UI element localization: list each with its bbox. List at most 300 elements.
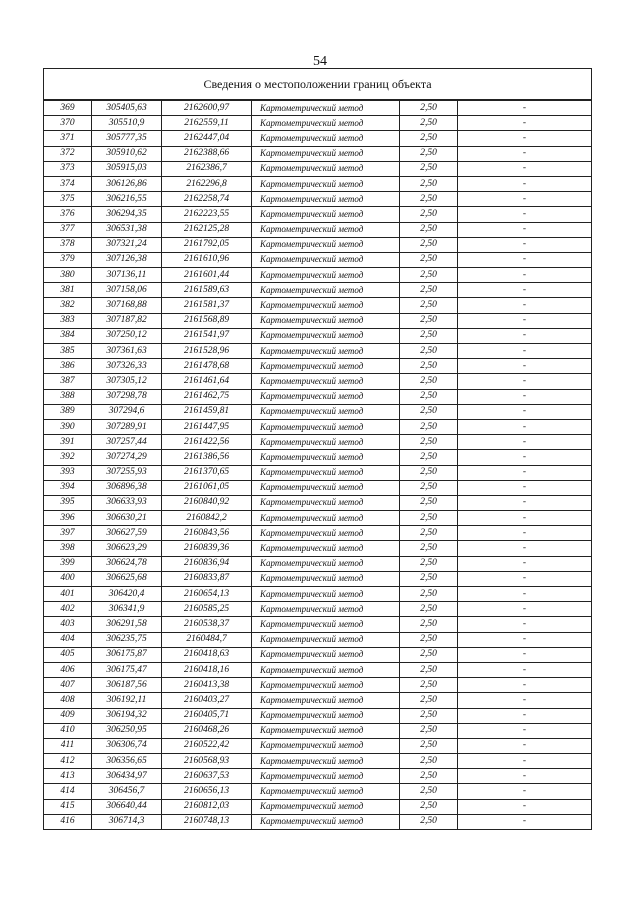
- description-cell: -: [458, 359, 592, 374]
- method-cell: Картометрический метод: [252, 435, 400, 450]
- x-coordinate-cell: 305915,03: [92, 161, 162, 176]
- y-coordinate-cell: 2160654,13: [162, 587, 252, 602]
- x-coordinate-cell: 307255,93: [92, 465, 162, 480]
- accuracy-cell: 2,50: [400, 435, 458, 450]
- accuracy-cell: 2,50: [400, 389, 458, 404]
- method-cell: Картометрический метод: [252, 283, 400, 298]
- description-cell: -: [458, 511, 592, 526]
- table-row: [44, 526, 592, 541]
- point-number-cell: 383: [44, 313, 92, 328]
- description-cell: -: [458, 283, 592, 298]
- y-coordinate-cell: 2162600,97: [162, 100, 252, 116]
- table-row: [44, 313, 592, 328]
- description-cell: -: [458, 313, 592, 328]
- accuracy-cell: 2,50: [400, 222, 458, 237]
- table-row: [44, 116, 592, 131]
- method-cell: Картометрический метод: [252, 495, 400, 510]
- method-cell: Картометрический метод: [252, 723, 400, 738]
- table-row: [44, 419, 592, 434]
- x-coordinate-cell: 306250,95: [92, 723, 162, 738]
- accuracy-cell: 2,50: [400, 161, 458, 176]
- description-cell: -: [458, 404, 592, 419]
- table-row: [44, 632, 592, 647]
- accuracy-cell: 2,50: [400, 511, 458, 526]
- method-cell: Картометрический метод: [252, 632, 400, 647]
- y-coordinate-cell: 2161792,05: [162, 237, 252, 252]
- accuracy-cell: 2,50: [400, 192, 458, 207]
- accuracy-cell: 2,50: [400, 754, 458, 769]
- accuracy-cell: 2,50: [400, 465, 458, 480]
- point-number-cell: 403: [44, 617, 92, 632]
- x-coordinate-cell: 307361,63: [92, 344, 162, 359]
- y-coordinate-cell: 2161061,05: [162, 480, 252, 495]
- description-cell: -: [458, 693, 592, 708]
- x-coordinate-cell: 307305,12: [92, 374, 162, 389]
- point-number-cell: 384: [44, 328, 92, 343]
- method-cell: Картометрический метод: [252, 678, 400, 693]
- point-number-cell: 401: [44, 587, 92, 602]
- point-number-cell: 382: [44, 298, 92, 313]
- accuracy-cell: 2,50: [400, 587, 458, 602]
- x-coordinate-cell: 306640,44: [92, 799, 162, 814]
- method-cell: Картометрический метод: [252, 617, 400, 632]
- y-coordinate-cell: 2160637,53: [162, 769, 252, 784]
- description-cell: -: [458, 252, 592, 267]
- y-coordinate-cell: 2162125,28: [162, 222, 252, 237]
- accuracy-cell: 2,50: [400, 526, 458, 541]
- point-number-cell: 393: [44, 465, 92, 480]
- y-coordinate-cell: 2161459,81: [162, 404, 252, 419]
- description-cell: -: [458, 465, 592, 480]
- y-coordinate-cell: 2161461,64: [162, 374, 252, 389]
- y-coordinate-cell: 2160403,27: [162, 693, 252, 708]
- point-number-cell: 392: [44, 450, 92, 465]
- table-row: [44, 571, 592, 586]
- description-cell: -: [458, 754, 592, 769]
- method-cell: Картометрический метод: [252, 192, 400, 207]
- point-number-cell: 416: [44, 814, 92, 829]
- accuracy-cell: 2,50: [400, 662, 458, 677]
- accuracy-cell: 2,50: [400, 419, 458, 434]
- method-cell: Картометрический метод: [252, 146, 400, 161]
- description-cell: -: [458, 344, 592, 359]
- accuracy-cell: 2,50: [400, 344, 458, 359]
- method-cell: Картометрический метод: [252, 662, 400, 677]
- y-coordinate-cell: 2162258,74: [162, 192, 252, 207]
- x-coordinate-cell: 305910,62: [92, 146, 162, 161]
- description-cell: -: [458, 192, 592, 207]
- x-coordinate-cell: 306420,4: [92, 587, 162, 602]
- point-number-cell: 408: [44, 693, 92, 708]
- point-number-cell: 407: [44, 678, 92, 693]
- x-coordinate-cell: 306235,75: [92, 632, 162, 647]
- description-cell: -: [458, 723, 592, 738]
- point-number-cell: 376: [44, 207, 92, 222]
- description-cell: -: [458, 176, 592, 191]
- accuracy-cell: 2,50: [400, 784, 458, 799]
- accuracy-cell: 2,50: [400, 268, 458, 283]
- x-coordinate-cell: 306291,58: [92, 617, 162, 632]
- point-number-cell: 380: [44, 268, 92, 283]
- y-coordinate-cell: 2160522,42: [162, 738, 252, 753]
- description-cell: -: [458, 116, 592, 131]
- point-number-cell: 379: [44, 252, 92, 267]
- table-row: [44, 647, 592, 662]
- boundary-coordinates-table: [43, 68, 592, 830]
- description-cell: -: [458, 738, 592, 753]
- x-coordinate-cell: 306294,35: [92, 207, 162, 222]
- description-cell: -: [458, 419, 592, 434]
- point-number-cell: 377: [44, 222, 92, 237]
- y-coordinate-cell: 2161589,63: [162, 283, 252, 298]
- method-cell: Картометрический метод: [252, 571, 400, 586]
- method-cell: Картометрический метод: [252, 176, 400, 191]
- description-cell: -: [458, 146, 592, 161]
- point-number-cell: 391: [44, 435, 92, 450]
- accuracy-cell: 2,50: [400, 146, 458, 161]
- x-coordinate-cell: 305405,63: [92, 100, 162, 116]
- x-coordinate-cell: 306216,55: [92, 192, 162, 207]
- point-number-cell: 381: [44, 283, 92, 298]
- y-coordinate-cell: 2161370,65: [162, 465, 252, 480]
- method-cell: Картометрический метод: [252, 799, 400, 814]
- table-title: Сведения о местоположении границ объекта: [44, 69, 592, 101]
- accuracy-cell: 2,50: [400, 450, 458, 465]
- method-cell: Картометрический метод: [252, 116, 400, 131]
- table-row: [44, 480, 592, 495]
- description-cell: -: [458, 268, 592, 283]
- x-coordinate-cell: 306625,68: [92, 571, 162, 586]
- method-cell: Картометрический метод: [252, 313, 400, 328]
- y-coordinate-cell: 2161601,44: [162, 268, 252, 283]
- accuracy-cell: 2,50: [400, 237, 458, 252]
- description-cell: -: [458, 495, 592, 510]
- description-cell: -: [458, 602, 592, 617]
- point-number-cell: 411: [44, 738, 92, 753]
- x-coordinate-cell: 307274,29: [92, 450, 162, 465]
- method-cell: Картометрический метод: [252, 222, 400, 237]
- y-coordinate-cell: 2161610,96: [162, 252, 252, 267]
- description-cell: -: [458, 571, 592, 586]
- method-cell: Картометрический метод: [252, 268, 400, 283]
- y-coordinate-cell: 2160833,87: [162, 571, 252, 586]
- y-coordinate-cell: 2160418,16: [162, 662, 252, 677]
- table-row: [44, 602, 592, 617]
- accuracy-cell: 2,50: [400, 571, 458, 586]
- table-row: [44, 784, 592, 799]
- y-coordinate-cell: 2160842,2: [162, 511, 252, 526]
- point-number-cell: 387: [44, 374, 92, 389]
- method-cell: Картометрический метод: [252, 769, 400, 784]
- y-coordinate-cell: 2160836,94: [162, 556, 252, 571]
- method-cell: Картометрический метод: [252, 298, 400, 313]
- table-row: [44, 359, 592, 374]
- accuracy-cell: 2,50: [400, 541, 458, 556]
- accuracy-cell: 2,50: [400, 100, 458, 116]
- y-coordinate-cell: 2161581,37: [162, 298, 252, 313]
- method-cell: Картометрический метод: [252, 344, 400, 359]
- method-cell: Картометрический метод: [252, 738, 400, 753]
- description-cell: -: [458, 131, 592, 146]
- table-row: [44, 207, 592, 222]
- point-number-cell: 395: [44, 495, 92, 510]
- y-coordinate-cell: 2160468,26: [162, 723, 252, 738]
- y-coordinate-cell: 2161568,89: [162, 313, 252, 328]
- y-coordinate-cell: 2161462,75: [162, 389, 252, 404]
- point-number-cell: 389: [44, 404, 92, 419]
- table-row: [44, 465, 592, 480]
- point-number-cell: 373: [44, 161, 92, 176]
- method-cell: Картометрический метод: [252, 389, 400, 404]
- accuracy-cell: 2,50: [400, 723, 458, 738]
- table-row: [44, 100, 592, 116]
- method-cell: Картометрический метод: [252, 541, 400, 556]
- x-coordinate-cell: 306896,38: [92, 480, 162, 495]
- description-cell: -: [458, 435, 592, 450]
- table-row: [44, 283, 592, 298]
- method-cell: Картометрический метод: [252, 450, 400, 465]
- point-number-cell: 405: [44, 647, 92, 662]
- accuracy-cell: 2,50: [400, 480, 458, 495]
- method-cell: Картометрический метод: [252, 161, 400, 176]
- description-cell: -: [458, 161, 592, 176]
- method-cell: Картометрический метод: [252, 693, 400, 708]
- point-number-cell: 372: [44, 146, 92, 161]
- description-cell: -: [458, 662, 592, 677]
- point-number-cell: 400: [44, 571, 92, 586]
- accuracy-cell: 2,50: [400, 814, 458, 829]
- table-row: [44, 556, 592, 571]
- accuracy-cell: 2,50: [400, 359, 458, 374]
- description-cell: -: [458, 814, 592, 829]
- point-number-cell: 397: [44, 526, 92, 541]
- point-number-cell: 398: [44, 541, 92, 556]
- description-cell: -: [458, 632, 592, 647]
- point-number-cell: 404: [44, 632, 92, 647]
- y-coordinate-cell: 2160418,63: [162, 647, 252, 662]
- description-cell: -: [458, 647, 592, 662]
- x-coordinate-cell: 306175,47: [92, 662, 162, 677]
- x-coordinate-cell: 305777,35: [92, 131, 162, 146]
- table-row: [44, 693, 592, 708]
- table-row: [44, 146, 592, 161]
- description-cell: -: [458, 100, 592, 116]
- accuracy-cell: 2,50: [400, 647, 458, 662]
- method-cell: Картометрический метод: [252, 480, 400, 495]
- description-cell: -: [458, 480, 592, 495]
- table-row: [44, 738, 592, 753]
- method-cell: Картометрический метод: [252, 100, 400, 116]
- y-coordinate-cell: 2161528,96: [162, 344, 252, 359]
- y-coordinate-cell: 2160413,38: [162, 678, 252, 693]
- accuracy-cell: 2,50: [400, 176, 458, 191]
- point-number-cell: 375: [44, 192, 92, 207]
- point-number-cell: 369: [44, 100, 92, 116]
- accuracy-cell: 2,50: [400, 708, 458, 723]
- accuracy-cell: 2,50: [400, 252, 458, 267]
- x-coordinate-cell: 306175,87: [92, 647, 162, 662]
- point-number-cell: 409: [44, 708, 92, 723]
- point-number-cell: 402: [44, 602, 92, 617]
- point-number-cell: 396: [44, 511, 92, 526]
- y-coordinate-cell: 2161422,56: [162, 435, 252, 450]
- x-coordinate-cell: 306187,56: [92, 678, 162, 693]
- accuracy-cell: 2,50: [400, 328, 458, 343]
- table-row: [44, 237, 592, 252]
- x-coordinate-cell: 306627,59: [92, 526, 162, 541]
- table-row: [44, 131, 592, 146]
- method-cell: Картометрический метод: [252, 526, 400, 541]
- x-coordinate-cell: 307289,91: [92, 419, 162, 434]
- x-coordinate-cell: 306456,7: [92, 784, 162, 799]
- point-number-cell: 415: [44, 799, 92, 814]
- accuracy-cell: 2,50: [400, 116, 458, 131]
- description-cell: -: [458, 769, 592, 784]
- table-row: [44, 252, 592, 267]
- accuracy-cell: 2,50: [400, 678, 458, 693]
- point-number-cell: 378: [44, 237, 92, 252]
- table-row: [44, 617, 592, 632]
- x-coordinate-cell: 306531,38: [92, 222, 162, 237]
- description-cell: -: [458, 374, 592, 389]
- x-coordinate-cell: 306434,97: [92, 769, 162, 784]
- y-coordinate-cell: 2160538,37: [162, 617, 252, 632]
- accuracy-cell: 2,50: [400, 799, 458, 814]
- accuracy-cell: 2,50: [400, 738, 458, 753]
- description-cell: -: [458, 237, 592, 252]
- x-coordinate-cell: 307250,12: [92, 328, 162, 343]
- point-number-cell: 394: [44, 480, 92, 495]
- method-cell: Картометрический метод: [252, 754, 400, 769]
- y-coordinate-cell: 2160484,7: [162, 632, 252, 647]
- method-cell: Картометрический метод: [252, 131, 400, 146]
- accuracy-cell: 2,50: [400, 404, 458, 419]
- x-coordinate-cell: 307321,24: [92, 237, 162, 252]
- accuracy-cell: 2,50: [400, 313, 458, 328]
- description-cell: -: [458, 541, 592, 556]
- y-coordinate-cell: 2161541,97: [162, 328, 252, 343]
- point-number-cell: 374: [44, 176, 92, 191]
- point-number-cell: 399: [44, 556, 92, 571]
- y-coordinate-cell: 2160748,13: [162, 814, 252, 829]
- x-coordinate-cell: 306714,3: [92, 814, 162, 829]
- method-cell: Картометрический метод: [252, 374, 400, 389]
- page-number: 54: [313, 54, 327, 69]
- point-number-cell: 414: [44, 784, 92, 799]
- method-cell: Картометрический метод: [252, 814, 400, 829]
- accuracy-cell: 2,50: [400, 207, 458, 222]
- point-number-cell: 370: [44, 116, 92, 131]
- x-coordinate-cell: 306356,65: [92, 754, 162, 769]
- point-number-cell: 385: [44, 344, 92, 359]
- method-cell: Картометрический метод: [252, 237, 400, 252]
- table-row: [44, 344, 592, 359]
- method-cell: Картометрический метод: [252, 587, 400, 602]
- table-row: [44, 511, 592, 526]
- method-cell: Картометрический метод: [252, 647, 400, 662]
- table-row: [44, 587, 592, 602]
- x-coordinate-cell: 307294,6: [92, 404, 162, 419]
- method-cell: Картометрический метод: [252, 556, 400, 571]
- table-row: [44, 495, 592, 510]
- point-number-cell: 410: [44, 723, 92, 738]
- table-row: [44, 268, 592, 283]
- y-coordinate-cell: 2161447,95: [162, 419, 252, 434]
- y-coordinate-cell: 2160843,56: [162, 526, 252, 541]
- table-row: [44, 541, 592, 556]
- table-row: [44, 298, 592, 313]
- y-coordinate-cell: 2162223,55: [162, 207, 252, 222]
- y-coordinate-cell: 2161386,56: [162, 450, 252, 465]
- x-coordinate-cell: 306192,11: [92, 693, 162, 708]
- description-cell: -: [458, 526, 592, 541]
- method-cell: Картометрический метод: [252, 252, 400, 267]
- x-coordinate-cell: 307187,82: [92, 313, 162, 328]
- y-coordinate-cell: 2162296,8: [162, 176, 252, 191]
- point-number-cell: 406: [44, 662, 92, 677]
- y-coordinate-cell: 2160839,36: [162, 541, 252, 556]
- accuracy-cell: 2,50: [400, 693, 458, 708]
- description-cell: -: [458, 617, 592, 632]
- point-number-cell: 371: [44, 131, 92, 146]
- table-row: [44, 769, 592, 784]
- x-coordinate-cell: 307257,44: [92, 435, 162, 450]
- y-coordinate-cell: 2162388,66: [162, 146, 252, 161]
- method-cell: Картометрический метод: [252, 465, 400, 480]
- description-cell: -: [458, 222, 592, 237]
- accuracy-cell: 2,50: [400, 556, 458, 571]
- method-cell: Картометрический метод: [252, 602, 400, 617]
- y-coordinate-cell: 2160656,13: [162, 784, 252, 799]
- description-cell: -: [458, 450, 592, 465]
- method-cell: Картометрический метод: [252, 419, 400, 434]
- table-row: [44, 374, 592, 389]
- x-coordinate-cell: 307168,88: [92, 298, 162, 313]
- table-row: [44, 192, 592, 207]
- description-cell: -: [458, 389, 592, 404]
- x-coordinate-cell: 305510,9: [92, 116, 162, 131]
- table-row: [44, 814, 592, 829]
- table-row: [44, 222, 592, 237]
- x-coordinate-cell: 306306,74: [92, 738, 162, 753]
- accuracy-cell: 2,50: [400, 298, 458, 313]
- table-row: [44, 450, 592, 465]
- x-coordinate-cell: 307136,11: [92, 268, 162, 283]
- description-cell: -: [458, 587, 592, 602]
- x-coordinate-cell: 306194,32: [92, 708, 162, 723]
- description-cell: -: [458, 328, 592, 343]
- accuracy-cell: 2,50: [400, 769, 458, 784]
- x-coordinate-cell: 306341,9: [92, 602, 162, 617]
- accuracy-cell: 2,50: [400, 632, 458, 647]
- accuracy-cell: 2,50: [400, 617, 458, 632]
- y-coordinate-cell: 2160568,93: [162, 754, 252, 769]
- x-coordinate-cell: 306623,29: [92, 541, 162, 556]
- accuracy-cell: 2,50: [400, 602, 458, 617]
- table-title-row: [44, 69, 592, 101]
- table-body: [44, 69, 592, 830]
- table-row: [44, 161, 592, 176]
- table-row: [44, 435, 592, 450]
- table-row: [44, 662, 592, 677]
- point-number-cell: 390: [44, 419, 92, 434]
- description-cell: -: [458, 207, 592, 222]
- y-coordinate-cell: 2160405,71: [162, 708, 252, 723]
- point-number-cell: 413: [44, 769, 92, 784]
- x-coordinate-cell: 306630,21: [92, 511, 162, 526]
- y-coordinate-cell: 2160840,92: [162, 495, 252, 510]
- y-coordinate-cell: 2162386,7: [162, 161, 252, 176]
